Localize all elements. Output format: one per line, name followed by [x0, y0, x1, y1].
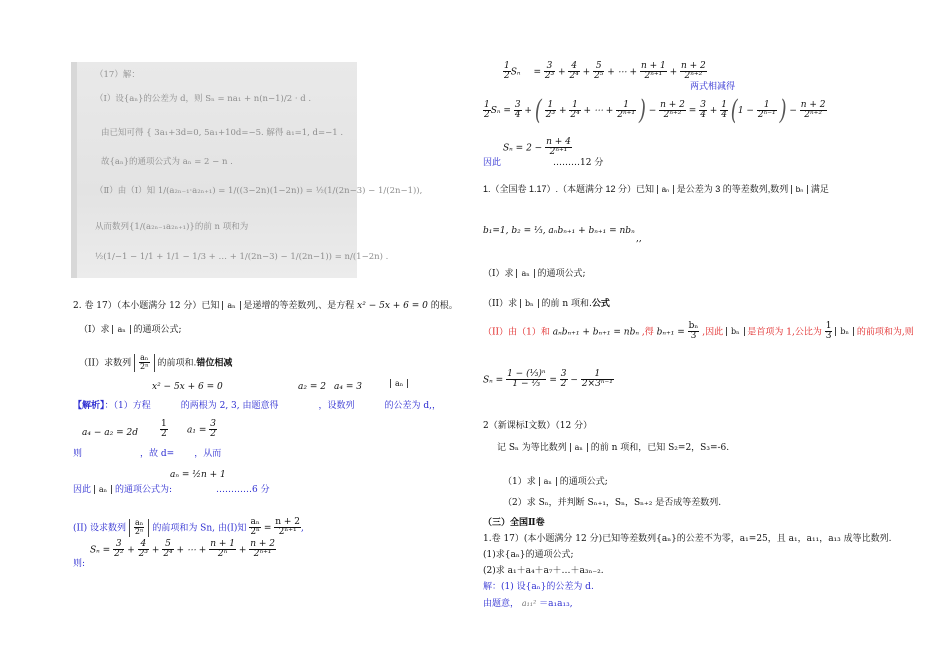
method-label: 错位相减: [196, 358, 233, 369]
q2-right-part-2: （2）求 Sₙ，并判断 Sₙ₊₁，Sₙ，Sₙ₊₂ 是否成等差数列.: [503, 498, 722, 508]
half-sn-expansion: $\frac{1}{2}$ Sₙ = $\frac{3}{\text{2³}}$ + $\frac{4}{\text{2⁴}}$ + $\frac{5}{\text{2⁵}}$ + ⋯ + $\frac{n + 1}{\text{2ⁿ⁺¹}}$ + $\frac{n + 2}{\text{2ⁿ⁺²}}$: [504, 61, 706, 82]
score-6: …………6 分: [216, 485, 270, 495]
scan-shadow-edge: [71, 62, 77, 278]
q1-part-1: （I）求 aₙ 的通项公式;: [483, 269, 586, 279]
solution-part-1: 【解析】：（1）方程 的两根为 2, 3, 由题意得 ，设数列 的公差为 d,，: [73, 401, 442, 411]
scan-line-2: （Ⅰ）设{aₙ}的公差为 d，则 Sₙ = na₁ + n(n−1)/2 · d .: [95, 94, 312, 104]
q2-right-statement: 记 Sₙ 为等比数列 aₙ 的前 n 项和，已知 S₂=2，S₃=-6.: [497, 443, 730, 453]
q1-part-2: （II）求 bₙ 的前 n 项和.公式: [483, 298, 610, 309]
q3-solution-2: 由题意， a₁₁² ＝a₁a₁₃,: [483, 599, 573, 609]
scan-line-7: ½(1/−1 − 1/1 + 1/1 − 1/3 + … + 1/(2n−3) − 1/(2n−1)) = n/(1−2n) .: [95, 252, 389, 262]
q1-conditions: b₁=1, b₂ = ⅓, aₙbₙ₊₁ + bₙ₊₁ = nbₙ: [483, 226, 635, 236]
q2-right-part-1: （1）求 aₙ 的通项公式;: [503, 477, 608, 487]
equation-top: x² − 5x + 6 = 0: [152, 382, 223, 392]
conditions-trailing-mark: ,,: [636, 234, 642, 244]
q3-statement: 1.卷 17）(本小题满分 12 分)已知等差数列{aₙ}的公差不为零，a₁=25，且 a₁，a₁₁，a₁₃ 成等比数列.: [483, 534, 892, 544]
an-over-2n-symbol: $\frac{\text{aₙ}}{\text{2ⁿ}}$: [134, 354, 155, 372]
therefore-label: 因此: [483, 158, 502, 168]
an-symbol-box: aₙ: [390, 379, 408, 389]
a2-value: a₂ = 2: [298, 382, 326, 392]
general-term-line: 因此 aₙ 的通项公式为:: [73, 485, 173, 495]
scan-line-3: 由已知可得 { 3a₁+3d=0, 5a₁+10d=−5. 解得 a₁=1, d=−1 .: [101, 128, 344, 138]
q1-statement: 1.（全国卷 1.17）.（本题满分 12 分）已知 aₙ 是公差为 3 的等差数列,数列 bₙ 满足: [483, 184, 829, 195]
q3-part-2: (2)求 a₁＋a₄＋a₇＋…＋a₃ₙ₋₂.: [483, 566, 604, 576]
an-symbol: aₙ: [112, 325, 130, 334]
scan-line-5: （Ⅱ）由（Ⅰ）知 1/(a₂ₙ₋₁·a₂ₙ₊₁) = 1/((3−2n)(1−2n)) = ½(1/(2n−3) − 1/(2n−1)),: [95, 186, 423, 196]
eq-a4-minus-a2: a₄ − a₂ = 2d: [82, 428, 138, 438]
subtract-two-equations: 两式相减得: [690, 82, 736, 92]
scanned-solution-image: [71, 62, 423, 278]
an-symbol: aₙ: [222, 301, 240, 310]
sn-result: Sₙ = 2 − $\frac{n + 4}{\text{2ⁿ⁺¹}}$: [503, 137, 571, 158]
q3-solution-1: 解：(1) 设{aₙ}的公差为 d.: [483, 582, 594, 592]
score-12: ………12 分: [553, 158, 604, 168]
a1-value: a₁ = $\frac{3}{2}$: [187, 419, 216, 440]
q3-part-1: (1)求{aₙ}的通项公式;: [483, 550, 574, 560]
sn-formula-q1: Sₙ = $\frac{\text{1 − (⅓)ⁿ}}{\text{1 − ⅓}}$ = $\frac{3}{2}$ − $\frac{1}{\text{2×3ⁿ⁻¹}}$: [483, 369, 613, 390]
q1-solution-red: （II）由（1）和 aₙbₙ₊₁ + bₙ₊₁ = nbₙ ,得 bₙ₊₁ = $\frac{\text{bₙ}}{3}$ ,因此 bₙ 是首项为 1,公比为 $\frac{1}{3}$ bₙ 的前项和为,则: [483, 321, 914, 342]
fraction-one-half: $\frac{1}{2}$: [161, 419, 167, 440]
scan-line-4: 故{aₙ}的通项公式为 aₙ = 2 − n .: [101, 157, 233, 167]
q2-right-header: 2（新课标Ⅰ文数）（12 分）: [483, 421, 593, 431]
formula-method-label: 公式: [591, 298, 610, 308]
subtraction-result: $\frac{1}{2}$ Sₙ = $\frac{3}{4}$ + ( $\frac{1}{\text{2³}}$ + $\frac{1}{\text{2⁴}}$ + ⋯ + $\frac{1}{\text{2ⁿ⁺¹}}$ ) − $\frac{n + 2}{\text{2ⁿ⁺²}}$ = $\frac{3}{4}$ + $\frac{1}{4}$ (1 − $\frac{1}{\text{2ⁿ⁻¹}}$ ) − $\frac{n + 2}{\text{2ⁿ⁺²}}$: [484, 94, 826, 127]
q2-part-2: （II）求数列 $\frac{\text{aₙ}}{\text{2ⁿ}}$ 的前项和.错位相减: [79, 353, 233, 372]
a4-value: a₄ = 3: [334, 382, 362, 392]
part-2-setup: (II) 设求数列 $\frac{\text{aₙ}}{\text{2ⁿ}}$ 的前项和为 Sn, 由(Ⅰ)知 $\frac{\text{aₙ}}{\text{2ⁿ}}$ = $\frac{n + 2}{\text{2ⁿ⁺¹}}$ ,: [73, 517, 304, 538]
solution-line-ze: 则 ，故 d= ，从而: [73, 449, 222, 459]
q2-statement: 2. 卷 17）（本小题满分 12 分）已知 aₙ 是递增的等差数列,、是方程 x² − 5x + 6 = 0 的根。: [73, 301, 458, 311]
general-term-formula: aₙ = ½n + 1: [170, 470, 226, 480]
q2-part-1: （I）求 aₙ 的通项公式;: [79, 325, 182, 335]
section-national-2: （三）全国Ⅱ卷: [483, 518, 545, 528]
scan-line-6: 从而数列{1/(a₂ₙ₋₁a₂ₙ₊₁)}的前 n 项和为: [95, 222, 249, 232]
sn-expansion: Sₙ = $\frac{3}{\text{2²}}$ + $\frac{4}{\text{2³}}$ + $\frac{5}{\text{2⁴}}$ + ⋯ + $\frac{n + 1}{\text{2ⁿ}}$ + $\frac{n + 2}{\text{2ⁿ⁺¹}}$: [90, 539, 276, 560]
then-label: 则:: [73, 559, 86, 569]
scan-line-1: （17）解：: [95, 70, 140, 80]
quadratic-equation: x² − 5x + 6 = 0: [357, 301, 428, 311]
